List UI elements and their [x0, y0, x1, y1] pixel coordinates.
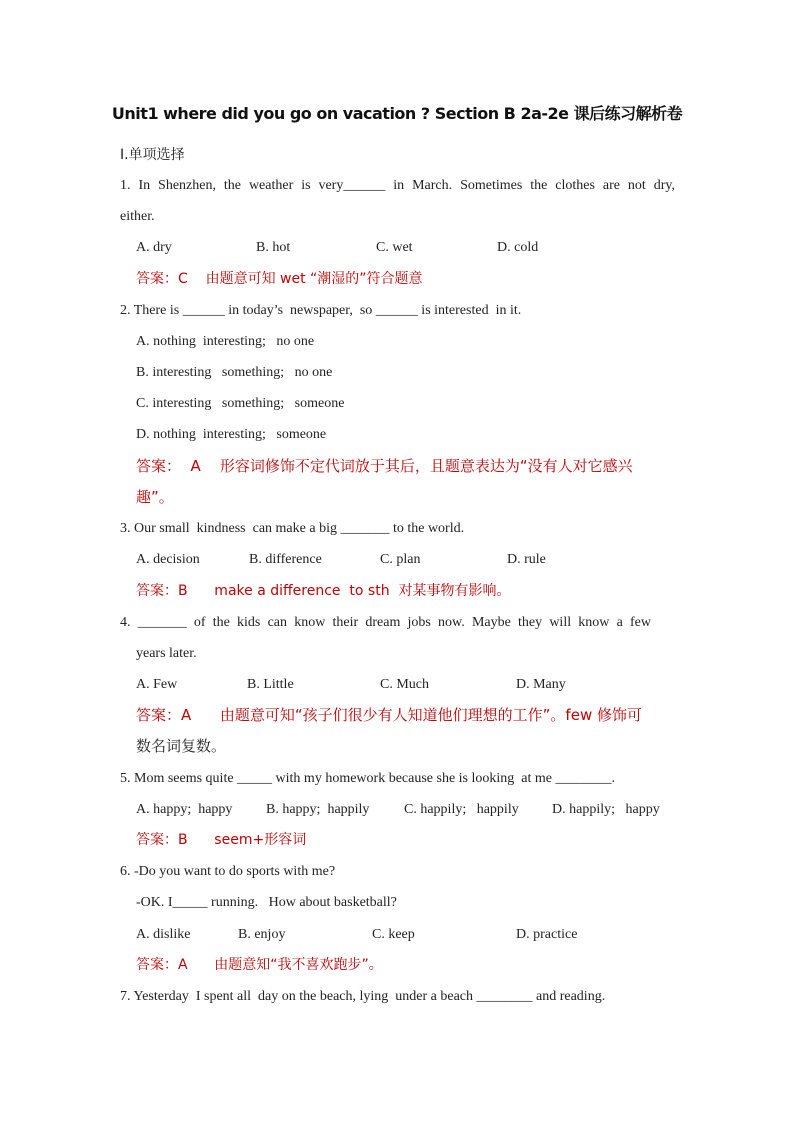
q6-option-a: A. dislike	[136, 927, 191, 942]
question-3-stem: 3. Our small kindness can make a big _______ to the world.	[120, 521, 465, 536]
question-6-stem: 6. -Do you want to do sports with me?	[120, 864, 336, 879]
answer-label: 答案：	[136, 832, 178, 848]
question-2-stem: 2. There is ______ in today’s newspaper, so ______ is interested in it.	[120, 303, 522, 318]
answer-text: B seem+形容词	[178, 832, 307, 848]
q3-option-c: C. plan	[380, 552, 421, 567]
q4-option-c: C. Much	[380, 677, 429, 692]
q5-answer	[136, 831, 306, 849]
answer-label: 答案：	[136, 271, 178, 287]
q3-option-b: B. difference	[249, 552, 322, 567]
q6-answer	[136, 956, 383, 974]
q5-option-b: B. happy; happily	[266, 802, 370, 817]
q2-option-a: A. nothing interesting; no one	[136, 334, 315, 349]
answer-label: 答案：	[136, 457, 182, 475]
answer-label: 答案：	[136, 957, 178, 973]
answer-label: 答案：	[136, 706, 182, 724]
q5-option-a: A. happy; happy	[136, 802, 233, 817]
q3-answer	[136, 582, 510, 600]
q2-answer-cont: 趣”。	[136, 488, 174, 506]
answer-text: A 由题意可知“孩子们很少有人知道他们理想的工作”。few 修饰可	[181, 706, 642, 724]
q2-option-c: C. interesting something; someone	[136, 396, 345, 411]
q5-option-c: C. happily; happily	[404, 802, 519, 817]
q6-option-d: D. practice	[516, 927, 578, 942]
q4-option-d: D. Many	[516, 677, 566, 692]
question-5-stem: 5. Mom seems quite _____ with my homework because she is looking at me ________.	[120, 771, 615, 786]
q2-answer	[136, 457, 633, 475]
question-4-stem: 4. _______ of the kids can know their dream jobs now. Maybe they will know a few	[120, 615, 651, 630]
q1-answer	[136, 270, 423, 288]
question-7-stem: 7. Yesterday I spent all day on the beach, lying under a beach ________ and reading.	[120, 989, 606, 1004]
q5-option-d: D. happily; happy	[552, 802, 660, 817]
answer-label: 答案：	[136, 583, 178, 599]
q3-option-d: D. rule	[507, 552, 546, 567]
q1-option-c: C. wet	[376, 240, 413, 255]
q4-option-a: A. Few	[136, 677, 178, 692]
q2-option-d: D. nothing interesting; someone	[136, 427, 327, 442]
answer-text: B make a difference to sth 对某事物有影响。	[178, 583, 511, 599]
q1-option-b: B. hot	[256, 240, 291, 255]
question-6-stem-cont: -OK. I_____ running. How about basketball?	[136, 895, 397, 910]
page-title: Unit1 where did you go on vacation ? Section B 2a-2e 课后练习解析卷	[111, 104, 683, 123]
q6-option-b: B. enjoy	[238, 927, 286, 942]
section-heading: I.单项选择	[120, 147, 185, 163]
question-1-stem-cont: either.	[120, 209, 155, 224]
question-1-stem: 1. In Shenzhen, the weather is very______ in March. Sometimes the clothes are not dry,	[120, 178, 675, 193]
answer-text: C 由题意可知 wet “潮湿的”符合题意	[178, 271, 423, 287]
q2-option-b: B. interesting something; no one	[136, 365, 333, 380]
q1-option-d: D. cold	[497, 240, 539, 255]
q6-option-c: C. keep	[372, 927, 415, 942]
answer-text: A 由题意知“我不喜欢跑步”。	[178, 957, 383, 973]
q4-answer-cont: 数名词复数。	[136, 737, 227, 755]
question-4-stem-cont: years later.	[136, 646, 197, 661]
q1-option-a: A. dry	[136, 240, 172, 255]
answer-text: A 形容词修饰不定代词放于其后，且题意表达为“没有人对它感兴	[181, 457, 633, 475]
q4-answer	[136, 706, 642, 724]
q4-option-b: B. Little	[247, 677, 294, 692]
q3-option-a: A. decision	[136, 552, 200, 567]
